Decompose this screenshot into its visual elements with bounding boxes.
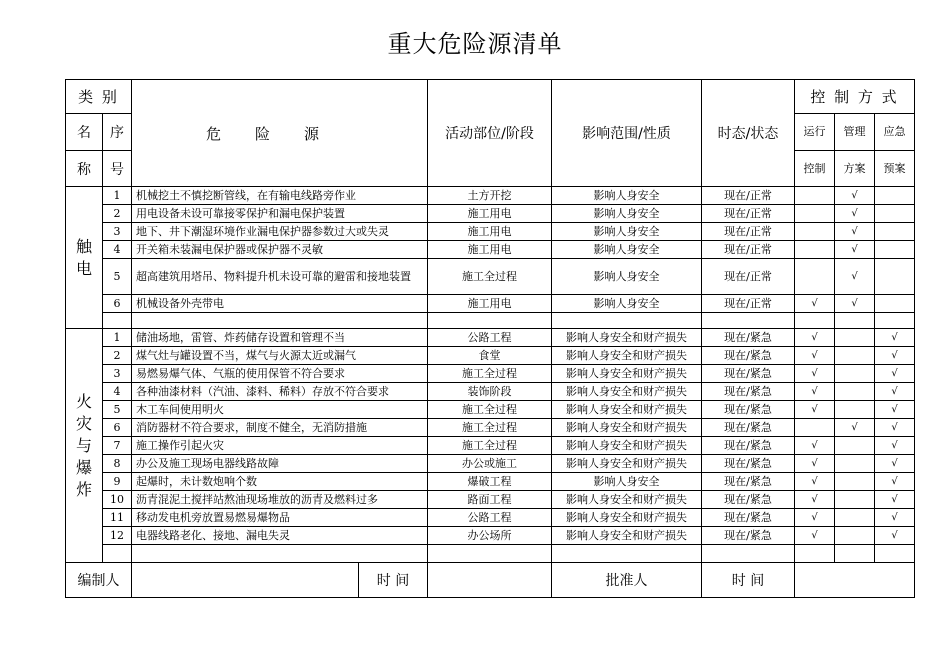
ctrl-run-cell: √ <box>795 509 835 527</box>
table-row <box>66 329 915 347</box>
scope-cell: 影响人身安全和财产损失 <box>552 347 702 365</box>
control-method-header: 控 制 方 式 <box>795 80 915 114</box>
hazard-cell: 超高建筑用塔吊、物料提升机未设可靠的避雷和接地装置 <box>132 259 428 295</box>
category-name-cell: 触 电 <box>66 187 103 329</box>
table-row <box>66 419 915 437</box>
ctrl-mgmt-top: 管理 <box>835 114 875 151</box>
ctrl-mgmt-cell <box>835 509 875 527</box>
ctrl-mgmt-cell <box>835 365 875 383</box>
editor-label: 编制人 <box>66 563 132 598</box>
scope-cell: 影响人身安全和财产损失 <box>552 455 702 473</box>
location-cell: 施工用电 <box>428 295 552 313</box>
location-cell: 装饰阶段 <box>428 383 552 401</box>
ctrl-run-cell <box>795 241 835 259</box>
ctrl-mgmt-cell <box>835 455 875 473</box>
location-cell: 施工用电 <box>428 205 552 223</box>
hazard-cell: 施工操作引起火灾 <box>132 437 428 455</box>
ctrl-emer-cell <box>875 241 915 259</box>
seq-cell: 10 <box>103 491 132 509</box>
hazard-cell: 木工车间使用明火 <box>132 401 428 419</box>
ctrl-mgmt-cell <box>835 473 875 491</box>
scope-cell: 影响人身安全和财产损失 <box>552 437 702 455</box>
hazard-cell: 储油场地，雷管、炸药储存设置和管理不当 <box>132 329 428 347</box>
time-value-1 <box>428 563 552 598</box>
blank-cell <box>428 313 552 329</box>
blank-cell <box>795 313 835 329</box>
location-cell: 办公场所 <box>428 527 552 545</box>
time-label-1: 时 间 <box>359 563 428 598</box>
ctrl-mgmt-cell <box>835 329 875 347</box>
seq-cell: 4 <box>103 383 132 401</box>
ctrl-run-bottom: 控制 <box>795 151 835 187</box>
location-cell: 爆破工程 <box>428 473 552 491</box>
scope-cell: 影响人身安全和财产损失 <box>552 365 702 383</box>
ctrl-emer-cell: √ <box>875 329 915 347</box>
status-cell: 现在/正常 <box>702 259 795 295</box>
ctrl-run-cell: √ <box>795 527 835 545</box>
status-cell: 现在/正常 <box>702 295 795 313</box>
ctrl-run-cell: √ <box>795 491 835 509</box>
table-row <box>66 365 915 383</box>
ctrl-emer-cell: √ <box>875 401 915 419</box>
ctrl-run-cell: √ <box>795 473 835 491</box>
table-row <box>66 259 915 295</box>
location-cell: 施工用电 <box>428 241 552 259</box>
ctrl-run-cell <box>795 187 835 205</box>
scope-cell: 影响人身安全和财产损失 <box>552 419 702 437</box>
ctrl-emer-cell: √ <box>875 437 915 455</box>
approver-label: 批准人 <box>552 563 702 598</box>
hazard-cell: 地下、井下潮湿环境作业漏电保护器参数过大或失灵 <box>132 223 428 241</box>
time-value-2 <box>795 563 915 598</box>
ctrl-run-cell: √ <box>795 295 835 313</box>
hazard-cell: 机械设备外壳带电 <box>132 295 428 313</box>
seq-cell: 6 <box>103 295 132 313</box>
hazard-cell: 办公及施工现场电器线路故障 <box>132 455 428 473</box>
ctrl-mgmt-cell <box>835 401 875 419</box>
seq-cell: 3 <box>103 365 132 383</box>
footer-row <box>66 563 915 598</box>
ctrl-run-cell <box>795 259 835 295</box>
ctrl-emer-cell: √ <box>875 383 915 401</box>
ctrl-mgmt-cell: √ <box>835 295 875 313</box>
table-row <box>66 205 915 223</box>
location-cell: 公路工程 <box>428 509 552 527</box>
location-cell: 施工全过程 <box>428 365 552 383</box>
status-cell: 现在/紧急 <box>702 329 795 347</box>
seq-cell: 3 <box>103 223 132 241</box>
table-row <box>66 295 915 313</box>
seq-cell: 1 <box>103 329 132 347</box>
hazard-cell: 电器线路老化、接地、漏电失灵 <box>132 527 428 545</box>
ctrl-emer-cell: √ <box>875 419 915 437</box>
scope-cell: 影响人身安全 <box>552 223 702 241</box>
scope-cell: 影响人身安全和财产损失 <box>552 401 702 419</box>
seq-cell: 6 <box>103 419 132 437</box>
table-row <box>66 347 915 365</box>
status-cell: 现在/紧急 <box>702 473 795 491</box>
hazard-header: 危险源 <box>132 80 428 187</box>
hazard-cell: 煤气灶与罐设置不当，煤气与火源太近或漏气 <box>132 347 428 365</box>
ctrl-mgmt-cell: √ <box>835 419 875 437</box>
ctrl-emer-cell <box>875 205 915 223</box>
blank-cell <box>702 545 795 563</box>
seq-cell: 5 <box>103 259 132 295</box>
ctrl-emer-cell: √ <box>875 347 915 365</box>
location-cell: 施工用电 <box>428 223 552 241</box>
seq-cell: 8 <box>103 455 132 473</box>
status-cell: 现在/正常 <box>702 241 795 259</box>
location-cell: 施工全过程 <box>428 259 552 295</box>
hazard-table <box>65 79 915 598</box>
ctrl-mgmt-cell <box>835 491 875 509</box>
ctrl-run-cell <box>795 205 835 223</box>
seq-cell: 11 <box>103 509 132 527</box>
blank-row <box>66 313 915 329</box>
ctrl-run-cell: √ <box>795 365 835 383</box>
name-header-bottom: 称 <box>66 151 103 187</box>
ctrl-run-cell: √ <box>795 401 835 419</box>
table-row <box>66 473 915 491</box>
hazard-cell: 沥青混泥土搅拌站熬油现场堆放的沥青及燃料过多 <box>132 491 428 509</box>
hazard-cell: 机械挖土不慎挖断管线，在有输电线路旁作业 <box>132 187 428 205</box>
status-cell: 现在/紧急 <box>702 347 795 365</box>
ctrl-emer-cell: √ <box>875 455 915 473</box>
hazard-cell: 用电设备未设可靠接零保护和漏电保护装置 <box>132 205 428 223</box>
blank-cell <box>552 545 702 563</box>
table-row <box>66 187 915 205</box>
status-cell: 现在/正常 <box>702 223 795 241</box>
hazard-cell: 移动发电机旁放置易燃易爆物品 <box>132 509 428 527</box>
ctrl-mgmt-cell: √ <box>835 187 875 205</box>
ctrl-mgmt-cell <box>835 527 875 545</box>
status-cell: 现在/紧急 <box>702 419 795 437</box>
blank-cell <box>132 313 428 329</box>
ctrl-run-cell: √ <box>795 437 835 455</box>
ctrl-emer-cell: √ <box>875 491 915 509</box>
ctrl-run-cell <box>795 419 835 437</box>
scope-cell: 影响人身安全和财产损失 <box>552 383 702 401</box>
table-row <box>66 401 915 419</box>
location-cell: 土方开挖 <box>428 187 552 205</box>
blank-cell <box>103 313 132 329</box>
ctrl-emer-cell <box>875 187 915 205</box>
ctrl-emer-top: 应急 <box>875 114 915 151</box>
blank-cell <box>835 313 875 329</box>
ctrl-emer-cell: √ <box>875 473 915 491</box>
ctrl-mgmt-cell: √ <box>835 223 875 241</box>
ctrl-run-cell: √ <box>795 329 835 347</box>
blank-cell <box>103 545 132 563</box>
seq-cell: 4 <box>103 241 132 259</box>
scope-cell: 影响人身安全和财产损失 <box>552 491 702 509</box>
status-cell: 现在/紧急 <box>702 365 795 383</box>
ctrl-emer-bottom: 预案 <box>875 151 915 187</box>
blank-cell <box>795 545 835 563</box>
table-row <box>66 437 915 455</box>
scope-cell: 影响人身安全 <box>552 259 702 295</box>
category-name-cell: 火 灾 与 爆 炸 <box>66 329 103 563</box>
scope-cell: 影响人身安全 <box>552 473 702 491</box>
seq-cell: 9 <box>103 473 132 491</box>
status-header: 时态/状态 <box>702 80 795 187</box>
blank-row <box>66 545 915 563</box>
ctrl-mgmt-cell: √ <box>835 259 875 295</box>
seq-cell: 12 <box>103 527 132 545</box>
blank-cell <box>428 545 552 563</box>
ctrl-emer-cell <box>875 295 915 313</box>
status-cell: 现在/紧急 <box>702 491 795 509</box>
blank-cell <box>132 545 428 563</box>
status-cell: 现在/紧急 <box>702 509 795 527</box>
table-row <box>66 527 915 545</box>
location-cell: 施工全过程 <box>428 437 552 455</box>
table-row <box>66 509 915 527</box>
status-cell: 现在/紧急 <box>702 527 795 545</box>
location-header: 活动部位/阶段 <box>428 80 552 187</box>
scope-cell: 影响人身安全 <box>552 205 702 223</box>
ctrl-mgmt-cell <box>835 347 875 365</box>
blank-cell <box>835 545 875 563</box>
status-cell: 现在/正常 <box>702 205 795 223</box>
ctrl-emer-cell <box>875 259 915 295</box>
time-label-2: 时 间 <box>702 563 795 598</box>
hazard-cell: 易燃易爆气体、气瓶的使用保管不符合要求 <box>132 365 428 383</box>
seq-cell: 1 <box>103 187 132 205</box>
scope-cell: 影响人身安全 <box>552 241 702 259</box>
location-cell: 食堂 <box>428 347 552 365</box>
ctrl-run-cell <box>795 223 835 241</box>
name-header-top: 名 <box>66 114 103 151</box>
seq-cell: 2 <box>103 205 132 223</box>
scope-cell: 影响人身安全 <box>552 187 702 205</box>
seq-header-bottom: 号 <box>103 151 132 187</box>
ctrl-emer-cell: √ <box>875 365 915 383</box>
table-row <box>66 455 915 473</box>
ctrl-run-cell: √ <box>795 347 835 365</box>
ctrl-mgmt-cell <box>835 437 875 455</box>
ctrl-mgmt-cell <box>835 383 875 401</box>
hazard-cell: 各种油漆材料（汽油、漆料、稀料）存放不符合要求 <box>132 383 428 401</box>
category-header: 类 别 <box>66 80 132 114</box>
location-cell: 办公或施工 <box>428 455 552 473</box>
ctrl-run-cell: √ <box>795 383 835 401</box>
location-cell: 公路工程 <box>428 329 552 347</box>
table-row <box>66 241 915 259</box>
ctrl-emer-cell: √ <box>875 509 915 527</box>
seq-cell: 7 <box>103 437 132 455</box>
scope-cell: 影响人身安全和财产损失 <box>552 509 702 527</box>
scope-cell: 影响人身安全和财产损失 <box>552 527 702 545</box>
blank-cell <box>702 313 795 329</box>
status-cell: 现在/紧急 <box>702 455 795 473</box>
seq-cell: 2 <box>103 347 132 365</box>
location-cell: 施工全过程 <box>428 419 552 437</box>
seq-cell: 5 <box>103 401 132 419</box>
ctrl-emer-cell <box>875 223 915 241</box>
blank-cell <box>875 545 915 563</box>
table-row <box>66 223 915 241</box>
ctrl-emer-cell: √ <box>875 527 915 545</box>
seq-header-top: 序 <box>103 114 132 151</box>
hazard-cell: 起爆时，未计数炮响个数 <box>132 473 428 491</box>
blank-cell <box>552 313 702 329</box>
table-row <box>66 491 915 509</box>
status-cell: 现在/紧急 <box>702 383 795 401</box>
ctrl-run-cell: √ <box>795 455 835 473</box>
hazard-cell: 消防器材不符合要求，制度不健全，无消防措施 <box>132 419 428 437</box>
scope-cell: 影响人身安全 <box>552 295 702 313</box>
ctrl-run-top: 运行 <box>795 114 835 151</box>
status-cell: 现在/紧急 <box>702 401 795 419</box>
editor-value <box>132 563 359 598</box>
location-cell: 施工全过程 <box>428 401 552 419</box>
ctrl-mgmt-cell: √ <box>835 241 875 259</box>
table-row <box>66 383 915 401</box>
scope-cell: 影响人身安全和财产损失 <box>552 329 702 347</box>
hazard-cell: 开关箱未装漏电保护器或保护器不灵敏 <box>132 241 428 259</box>
status-cell: 现在/正常 <box>702 187 795 205</box>
ctrl-mgmt-bottom: 方案 <box>835 151 875 187</box>
scope-header: 影响范围/性质 <box>552 80 702 187</box>
blank-cell <box>875 313 915 329</box>
status-cell: 现在/紧急 <box>702 437 795 455</box>
ctrl-mgmt-cell: √ <box>835 205 875 223</box>
page-title: 重大危险源清单 <box>387 30 563 58</box>
header-row-1 <box>66 80 915 114</box>
location-cell: 路面工程 <box>428 491 552 509</box>
